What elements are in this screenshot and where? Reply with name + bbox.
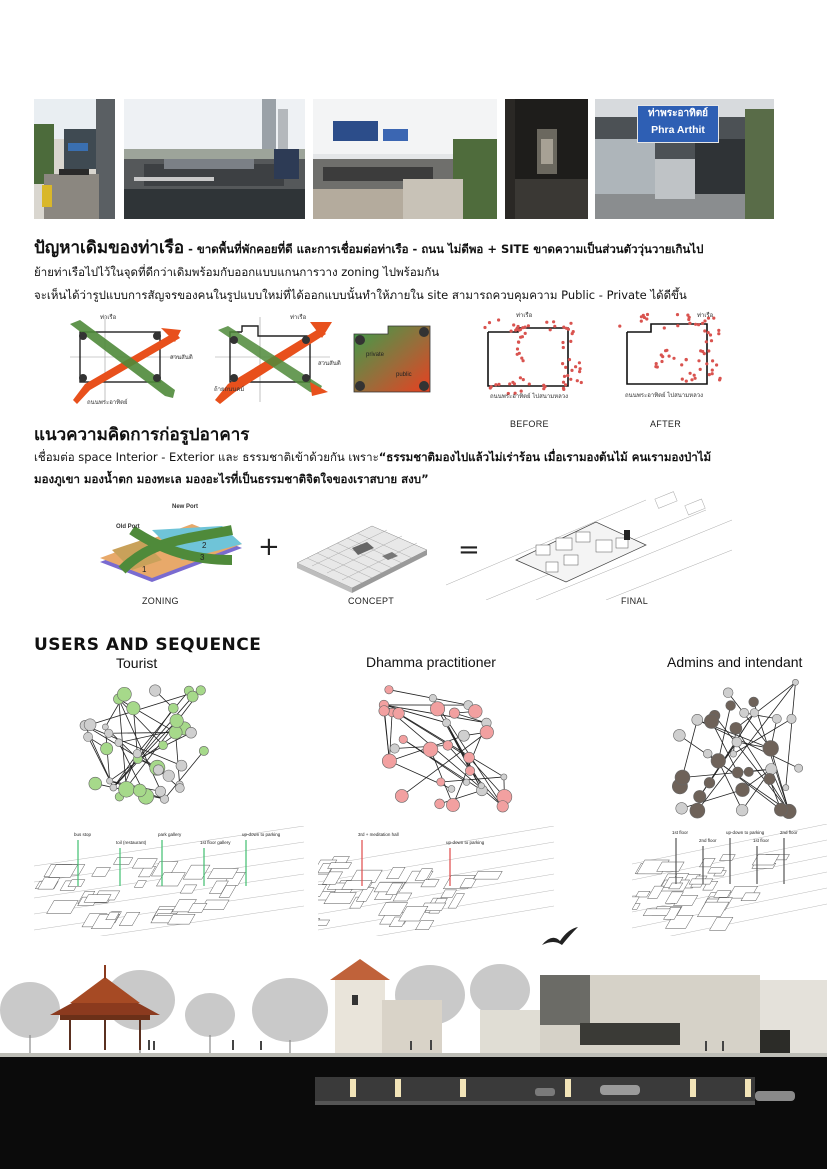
graph-node: [783, 785, 789, 791]
graph-edge: [395, 745, 448, 748]
d2-label-road: ถ้ายถนนคม์: [214, 384, 244, 394]
iso-block: [697, 902, 728, 917]
graph-node: [155, 786, 165, 796]
iso-block: [700, 858, 716, 867]
graph-node: [673, 729, 685, 741]
graph-node: [690, 803, 705, 818]
before-dot: [564, 366, 567, 369]
after-dot: [707, 331, 710, 334]
d2-label-port: ท่าเรือ: [290, 312, 306, 322]
iso-label: 2nd floor: [780, 830, 798, 835]
iso-block: [38, 878, 60, 889]
before-dot: [562, 387, 565, 390]
before-dot: [508, 382, 511, 385]
graph-node: [772, 714, 781, 723]
before-dot: [527, 324, 530, 327]
iso-block: [180, 885, 197, 893]
after-dot: [710, 339, 713, 342]
graph-node: [792, 679, 798, 685]
before-dot: [574, 365, 577, 368]
graph-edge: [384, 711, 389, 761]
graph-node: [774, 803, 787, 816]
iso-block: [643, 909, 670, 916]
graph-node: [732, 767, 743, 778]
iso-label: up-down to parking: [242, 832, 281, 837]
graph-node: [501, 774, 507, 780]
iso-block: [183, 865, 210, 879]
iso-label: bus stop: [74, 832, 92, 837]
before-dot: [562, 346, 565, 349]
after-dot: [676, 324, 679, 327]
graph-node: [478, 783, 484, 789]
iso-label: park gallery: [158, 832, 182, 837]
photo-river-boats: [124, 99, 305, 219]
graph-node: [393, 708, 404, 719]
after-dot: [676, 313, 679, 316]
zoning-caption: ZONING: [142, 596, 179, 606]
graph-edge: [90, 690, 201, 724]
plus-symbol: +: [258, 532, 280, 562]
tourist-sequence-graph: [70, 676, 220, 821]
graph-node: [750, 709, 758, 717]
graph-node: [763, 741, 779, 757]
iso-block: [720, 855, 736, 861]
tourist-isometric: [34, 826, 304, 936]
iso-block: [47, 901, 78, 914]
before-dot: [549, 328, 552, 331]
iso-block: [689, 879, 713, 884]
graph-node: [89, 777, 102, 790]
graph-node: [149, 685, 160, 696]
before-caption: BEFORE: [510, 419, 549, 429]
graph-node: [464, 752, 475, 763]
zoning-model: [92, 500, 252, 595]
final-model: [446, 490, 732, 600]
photo-pier-entrance: [34, 99, 115, 219]
after-dot: [707, 349, 710, 352]
after-dot: [705, 362, 708, 365]
zoning-label-old-port: Old Port: [116, 524, 140, 530]
graph-node: [795, 764, 803, 772]
graph-node: [119, 781, 135, 797]
iso-block: [709, 917, 732, 930]
graph-edge: [682, 773, 737, 778]
graph-node: [379, 706, 389, 716]
after-dot: [660, 353, 663, 356]
section1-line2: ย้ายท่าเรือไปไว้ในจุดที่ดีกว่าเดิมพร้อมกับออกแบบแกนการวาง zoning ไปพร้อมกัน: [34, 264, 439, 282]
graph-node: [159, 741, 168, 750]
after-dot: [711, 359, 714, 362]
after-dot: [717, 332, 720, 335]
iso-label: 2nd floor: [699, 838, 717, 843]
before-dot: [494, 383, 497, 386]
graph-node: [704, 777, 715, 788]
concept-model: [292, 508, 432, 593]
iso-block: [708, 868, 725, 873]
before-dot: [564, 383, 567, 386]
dhamma-isometric: [318, 826, 554, 936]
before-dot: [543, 385, 546, 388]
iso-context-line: [318, 826, 554, 866]
graph-node: [176, 760, 187, 771]
before-dot: [511, 381, 514, 384]
graph-node: [449, 708, 459, 718]
graph-node: [110, 784, 117, 791]
graph-node: [101, 743, 113, 755]
graph-node: [199, 746, 208, 755]
graph-node: [736, 783, 750, 797]
iso-block: [84, 895, 111, 903]
graph-node: [437, 778, 445, 786]
iso-block: [328, 863, 352, 869]
before-dot: [580, 381, 583, 384]
iso-label: up-down to parking: [446, 840, 485, 845]
before-dot: [569, 340, 572, 343]
graph-node: [726, 701, 736, 711]
graph-node: [736, 804, 748, 816]
after-dot: [646, 313, 649, 316]
after-dot: [685, 358, 688, 361]
after-dot: [640, 315, 643, 318]
graph-node: [692, 714, 703, 725]
photo-phra-arthit-sign: [595, 99, 774, 219]
graph-node: [711, 754, 726, 769]
section2-line1: [34, 446, 711, 467]
graph-node: [399, 735, 407, 743]
graph-edge: [109, 732, 176, 733]
before-dot: [512, 323, 515, 326]
graph-node: [133, 784, 146, 797]
after-dot: [701, 322, 704, 325]
before-dot: [578, 370, 581, 373]
after-dot: [660, 360, 663, 363]
graph-node: [84, 719, 96, 731]
svg-text:2: 2: [202, 541, 207, 550]
before-dot: [518, 352, 521, 355]
section2-line1-plain: เชื่อมต่อ space Interior - Exterior และ ธรรมชาติเข้าด้วยกัน เพราะ: [34, 450, 379, 464]
after-dot: [711, 372, 714, 375]
graph-node: [732, 737, 742, 747]
before-label-road: ถนนพระอาทิตย์ ไปสนามหลวง: [490, 391, 568, 401]
street-elevation: [0, 955, 827, 1169]
d2-label-garden: สวนสันติ: [318, 358, 341, 368]
section2-line2: มองภูเขา มองน้ำตก มองทะเล มองอะไรที่เป็นธรรมชาติจิตใจของเราสบาย สงบ”: [34, 471, 429, 489]
section2-line1-quote: “ธรรมชาติมองไปแล้วไม่เร่าร้อน เมื่อเรามองต้นไม้ คนเรามองป่าไม้: [379, 450, 711, 464]
after-dot: [654, 365, 657, 368]
before-dot: [571, 332, 574, 335]
graph-node: [127, 702, 140, 715]
d3-label-private: private: [366, 352, 384, 358]
before-dot: [510, 330, 513, 333]
before-dot: [552, 320, 555, 323]
graph-node: [730, 722, 742, 734]
graph-node: [480, 726, 493, 739]
iso-block: [119, 912, 140, 925]
graph-node: [163, 770, 174, 781]
before-dot: [568, 358, 571, 361]
iso-label: 1st floor gallery: [200, 840, 231, 845]
iso-block: [92, 867, 111, 876]
sign-thai-text: ท่าพระอาทิตย์: [638, 106, 718, 122]
before-dot: [483, 326, 486, 329]
graph-node: [423, 742, 438, 757]
before-dot: [566, 374, 569, 377]
before-dot: [562, 381, 565, 384]
equals-symbol: =: [458, 535, 480, 565]
before-dot: [517, 325, 520, 328]
graph-node: [787, 714, 796, 723]
graph-node: [395, 789, 408, 802]
iso-block: [134, 881, 146, 888]
before-dot: [517, 341, 520, 344]
after-dot: [672, 357, 675, 360]
graph-edge: [119, 699, 176, 732]
after-label-road: ถนนพระอาทิตย์ ไปสนามหลวง: [625, 390, 703, 400]
graph-node: [153, 765, 163, 775]
before-dot: [497, 318, 500, 321]
iso-block: [416, 921, 434, 930]
before-dot: [528, 383, 531, 386]
graph-node: [694, 790, 706, 802]
graph-node: [730, 751, 737, 758]
graph-node: [106, 778, 112, 784]
photo-pier-crowd: [313, 99, 497, 219]
graph-edge: [176, 732, 180, 784]
after-dot: [699, 368, 702, 371]
after-dot: [664, 349, 667, 352]
axis-diagram-original: [65, 312, 190, 407]
before-dot: [520, 357, 523, 360]
after-dot: [645, 317, 648, 320]
after-dot: [618, 325, 621, 328]
iso-block: [318, 920, 330, 926]
after-label-port: ท่าเรือ: [697, 310, 713, 320]
graph-node: [105, 729, 113, 737]
concept-caption: CONCEPT: [348, 596, 394, 606]
sign-board: [637, 105, 719, 143]
after-dot: [694, 377, 697, 380]
section1-heading-rest: - ขาดพื้นที่พักคอยที่ดี และการเชื่อมต่อท่าเรือ - ถนน ไม่ดีพอ + SITE ขาดความเป็นส่วนตัววุ่นวายเกินไป: [184, 242, 703, 256]
before-dot: [570, 369, 573, 372]
before-dot: [562, 326, 565, 329]
users-heading: USERS AND SEQUENCE: [34, 635, 261, 655]
graph-node: [175, 784, 184, 793]
admin-sequence-graph: [663, 672, 813, 822]
graph-node: [382, 754, 396, 768]
iso-label: toil (restaurant): [116, 840, 147, 845]
graph-node: [115, 739, 123, 747]
before-dot: [569, 378, 572, 381]
graph-node: [186, 727, 197, 738]
iso-label: 1st floor: [672, 830, 689, 835]
graph-node: [435, 799, 445, 809]
graph-node: [117, 687, 131, 701]
before-dot: [561, 362, 564, 365]
iso-label: 3rd + meditation hall: [358, 832, 399, 837]
graph-node: [764, 773, 775, 784]
iso-block: [342, 881, 372, 890]
dhamma-sequence-graph: [368, 676, 518, 821]
graph-node: [497, 801, 508, 812]
after-dot: [663, 326, 666, 329]
d1-label-port: ท่าเรือ: [100, 312, 116, 322]
after-dot: [681, 378, 684, 381]
before-dot: [488, 321, 491, 324]
after-caption: AFTER: [650, 419, 681, 429]
graph-node: [196, 686, 205, 695]
after-dot: [709, 333, 712, 336]
graph-node: [443, 741, 453, 751]
graph-node: [443, 719, 451, 727]
before-dot: [545, 321, 548, 324]
after-dot: [697, 359, 700, 362]
before-circulation-diagram: [478, 310, 588, 405]
d1-label-road: ถนนพระอาทิตย์: [87, 397, 128, 407]
after-dot: [668, 355, 671, 358]
after-dot: [717, 329, 720, 332]
before-dot: [497, 383, 500, 386]
before-dot: [514, 329, 517, 332]
iso-block: [387, 867, 406, 879]
graph-node: [168, 703, 178, 713]
graph-node: [463, 779, 470, 786]
graph-edge: [119, 699, 163, 745]
graph-node: [723, 688, 733, 698]
graph-node: [429, 694, 436, 701]
after-dot: [718, 378, 721, 381]
after-dot: [690, 378, 693, 381]
graph-node: [703, 749, 712, 758]
after-dot: [711, 369, 714, 372]
zoning-label-new-port: New Port: [172, 504, 198, 510]
iso-block: [636, 891, 651, 897]
before-dot: [578, 361, 581, 364]
iso-block: [441, 890, 457, 898]
after-circulation-diagram: [615, 310, 725, 405]
before-dot: [524, 332, 527, 335]
graph-node: [448, 785, 455, 792]
graph-edge: [389, 690, 468, 705]
public-private-diagram: [348, 322, 448, 397]
after-dot: [680, 363, 683, 366]
before-dot: [522, 378, 525, 381]
graph-edge: [682, 790, 743, 809]
before-dot: [553, 325, 556, 328]
after-dot: [693, 374, 696, 377]
before-dot: [519, 336, 522, 339]
after-dot: [701, 350, 704, 353]
graph-node: [170, 714, 183, 727]
d1-label-garden: สวนสันติ: [170, 352, 193, 362]
after-dot: [705, 340, 708, 343]
graph-node: [465, 766, 474, 775]
photo-dark-corridor: [505, 99, 588, 219]
graph-node: [704, 714, 718, 728]
axis-diagram-new: [210, 312, 345, 407]
after-dot: [686, 314, 689, 317]
before-dot: [576, 379, 579, 382]
after-dot: [640, 320, 643, 323]
section1-heading-line: [34, 234, 824, 261]
section2-heading: แนวความคิดการก่อรูปอาคาร: [34, 421, 249, 448]
user-tourist-title: Tourist: [116, 655, 157, 671]
section1-heading: ปัญหาเดิมของท่าเรือ: [34, 238, 184, 258]
graph-edge: [733, 719, 791, 754]
graph-node: [84, 732, 93, 741]
after-dot: [694, 323, 697, 326]
graph-node: [446, 798, 459, 811]
after-dot: [685, 380, 688, 383]
before-dot: [516, 347, 519, 350]
after-dot: [655, 362, 658, 365]
graph-node: [740, 708, 749, 717]
before-dot: [579, 367, 582, 370]
graph-node: [676, 803, 688, 815]
iso-label: 1st floor: [753, 838, 770, 843]
before-dot: [519, 376, 522, 379]
graph-edge: [440, 790, 482, 804]
iso-block: [474, 871, 503, 879]
graph-edge: [430, 749, 453, 805]
before-dot: [490, 385, 493, 388]
d3-label-public: public: [396, 372, 412, 378]
iso-block: [113, 858, 132, 865]
after-dot: [689, 372, 692, 375]
bird-illustration: [540, 925, 580, 950]
final-caption: FINAL: [621, 596, 648, 606]
graph-node: [430, 702, 444, 716]
before-dot: [563, 375, 566, 378]
after-dot: [703, 329, 706, 332]
graph-edge: [786, 682, 796, 787]
graph-node: [766, 763, 777, 774]
before-dot: [518, 329, 521, 332]
after-dot: [697, 323, 700, 326]
graph-node: [390, 744, 399, 753]
before-dot: [561, 341, 564, 344]
admin-isometric: [632, 824, 827, 936]
graph-node: [749, 697, 759, 707]
before-dot: [567, 328, 570, 331]
svg-text:3: 3: [200, 553, 205, 562]
graph-node: [458, 730, 469, 741]
after-dot: [688, 322, 691, 325]
svg-text:1: 1: [142, 565, 147, 574]
graph-node: [744, 767, 753, 776]
graph-edge: [754, 702, 789, 811]
user-dhamma-title: Dhamma practitioner: [366, 654, 496, 670]
before-dot: [569, 322, 572, 325]
after-dot: [715, 363, 718, 366]
user-admin-title: Admins and intendant: [667, 654, 802, 670]
graph-node: [675, 770, 690, 785]
graph-node: [133, 749, 141, 757]
graph-node: [385, 685, 393, 693]
after-dot: [708, 373, 711, 376]
section1-line3: จะเห็นได้ว่ารูปแบบการสัญจรของคนในรูปแบบใหม่ที่ได้ออกแบบนั้นทำให้ภายใน site สามารถควบคุมความ Public - Private ได้ดีขึ้น: [34, 287, 687, 305]
graph-node: [469, 705, 483, 719]
graph-edge: [441, 777, 504, 782]
sign-english-text: Phra Arthit: [638, 122, 718, 138]
iso-label: up-down to parking: [726, 830, 765, 835]
graph-node: [169, 726, 182, 739]
before-label-port: ท่าเรือ: [516, 310, 532, 320]
